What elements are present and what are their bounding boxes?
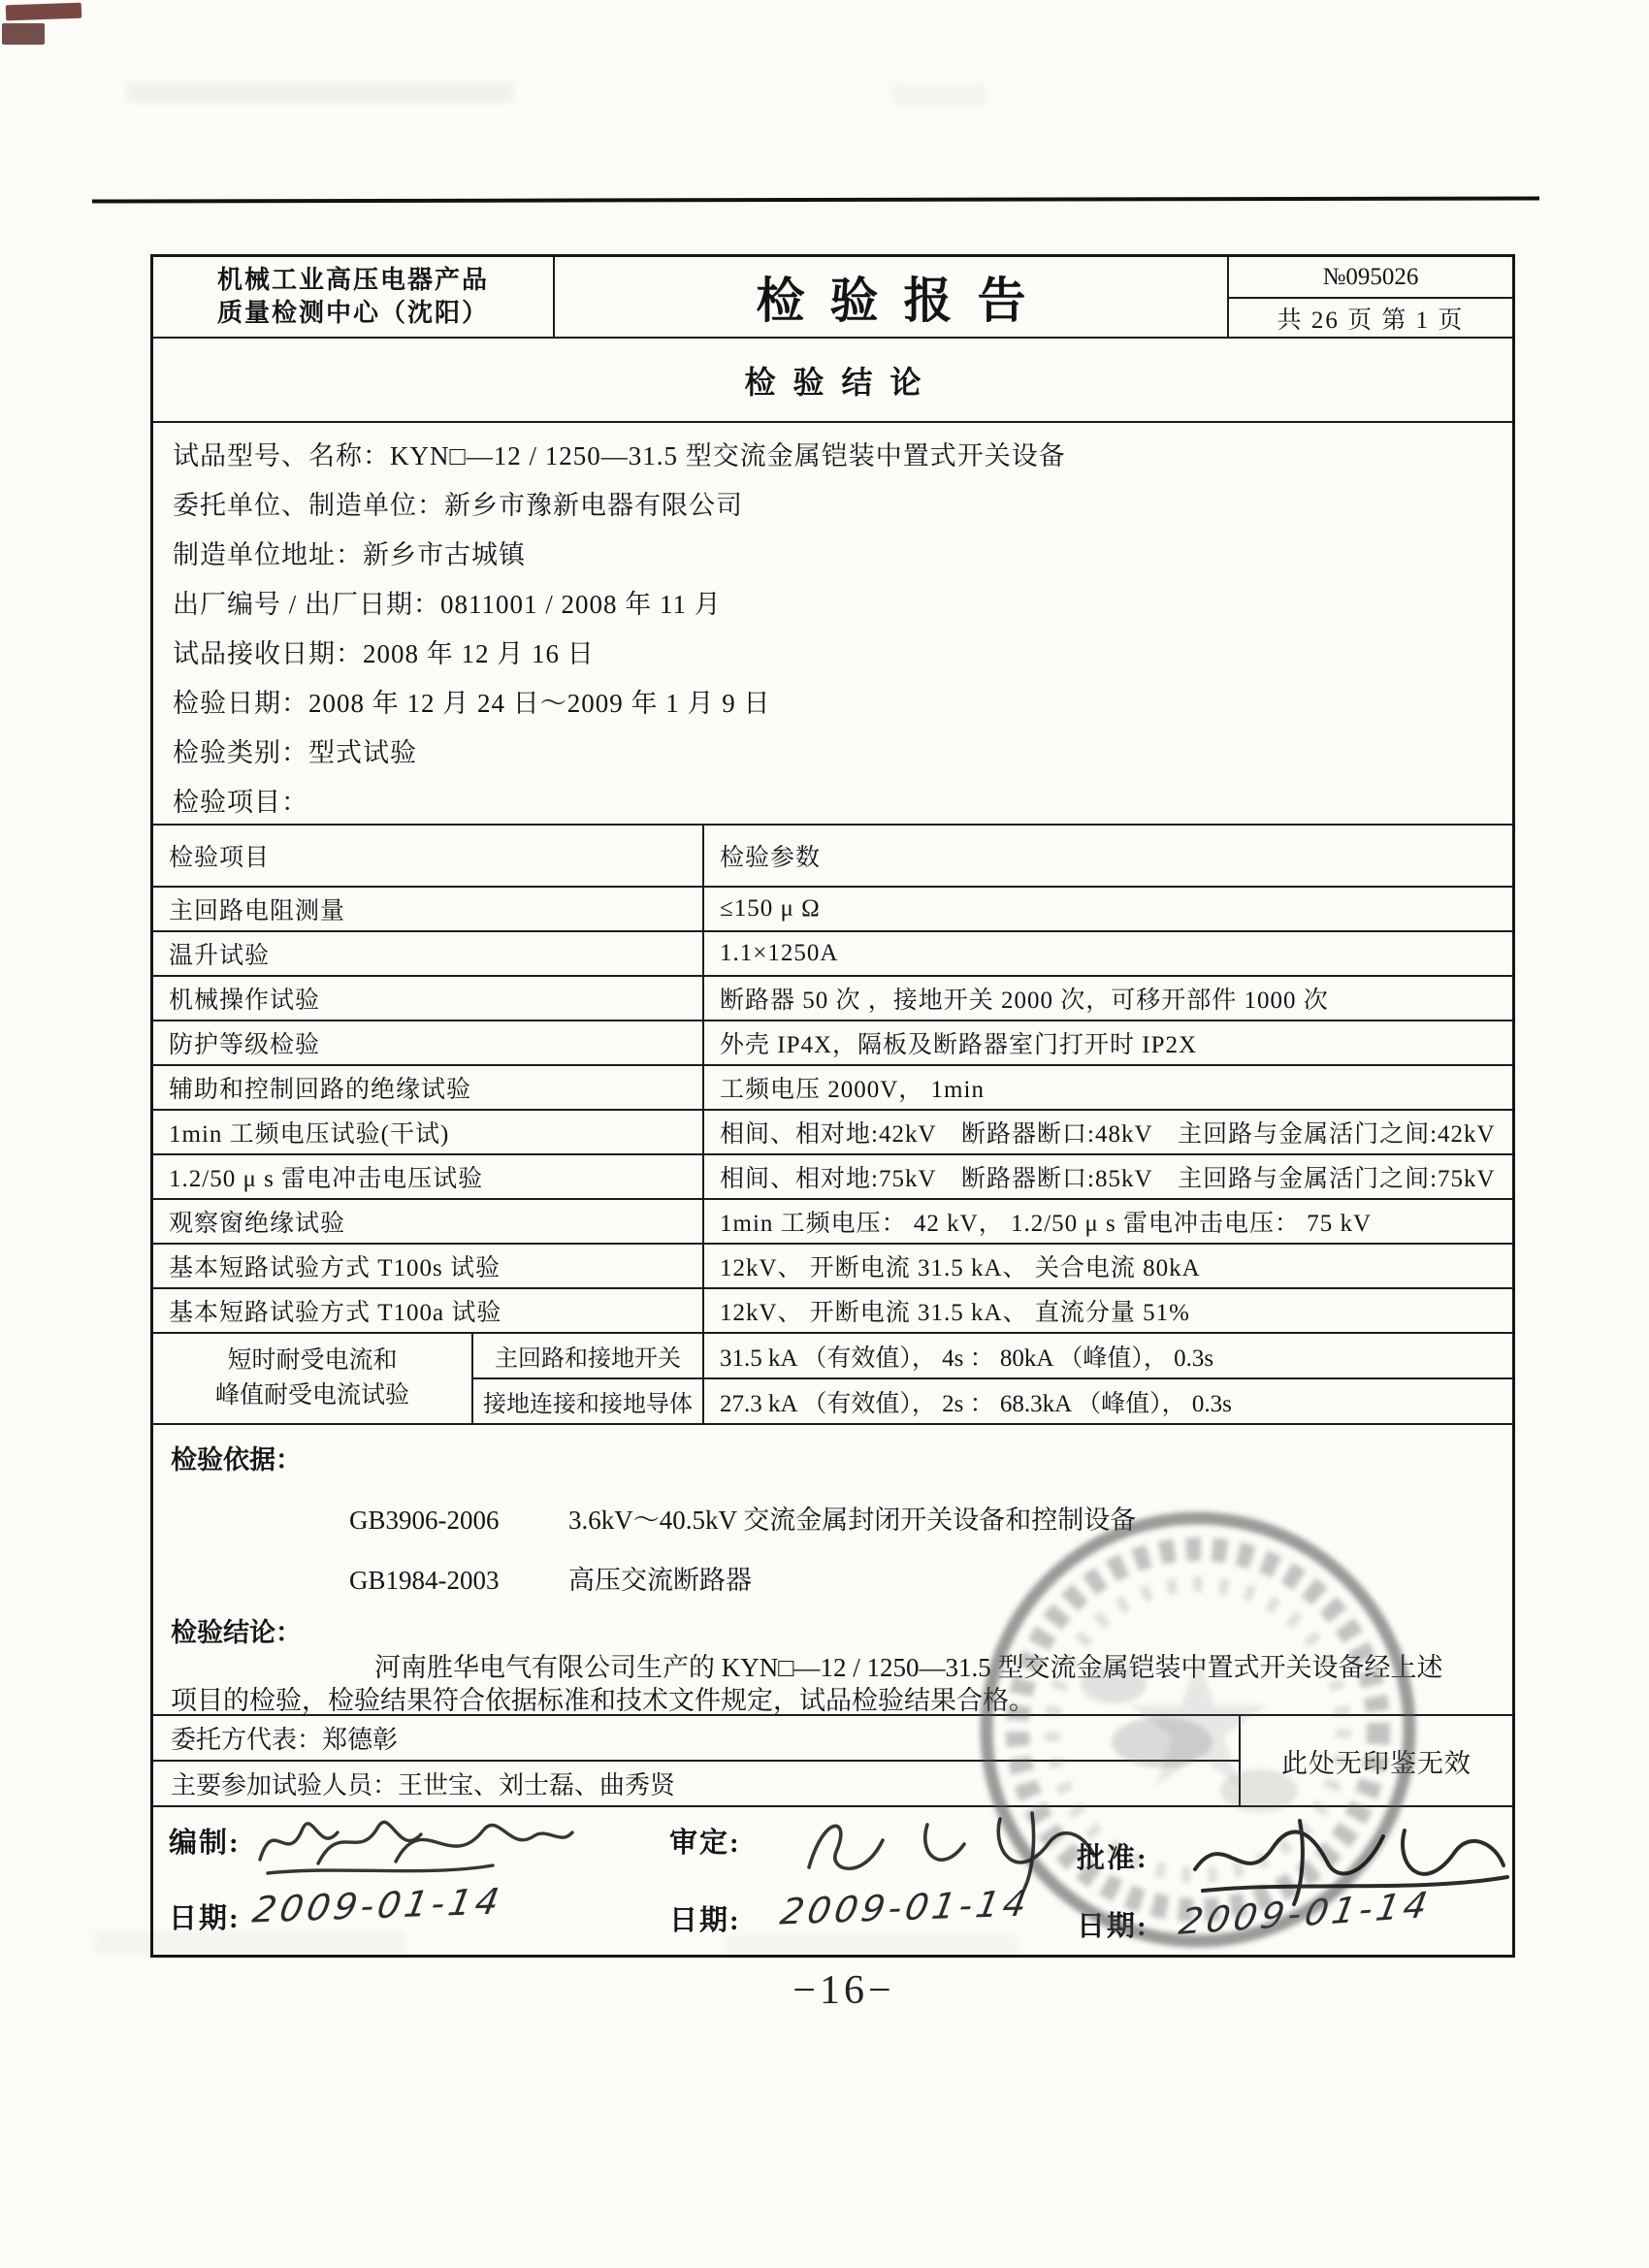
info-value: 2008 年 12 月 16 日 (363, 639, 595, 668)
report-number-block (1227, 257, 1512, 337)
reviewed-date-label: 日期: (669, 1905, 741, 1936)
row-param: 12kV、 开断电流 31.5 kA、 直流分量 51% (720, 1300, 1190, 1326)
test-parameter-table (153, 826, 1512, 1425)
approved-signature (1183, 1809, 1513, 1910)
info-label: 试品接收日期： (173, 639, 363, 668)
approved-date-label: 日期: (1077, 1911, 1148, 1942)
table-row (153, 977, 1512, 1021)
info-line-client (173, 478, 1512, 528)
row-param: 1.1×1250A (720, 940, 839, 966)
row-item: 基本短路试验方式 T100s 试验 (153, 1245, 704, 1287)
info-label: 委托单位、制造单位： (173, 491, 444, 520)
col-header-param: 检验参数 (720, 845, 822, 871)
withstand-label-line1: 短时耐受电流和 (227, 1347, 398, 1374)
table-header-row (153, 826, 1512, 888)
info-label: 出厂编号 / 出厂日期： (173, 590, 441, 619)
standard-name: 3.6kV～40.5kV 交流金属封闭开关设备和控制设备 (568, 1506, 1137, 1535)
withstand-rows (473, 1334, 1512, 1423)
reviewed-date: 2009-01-14 (777, 1882, 1034, 1933)
basis-item (349, 1499, 1136, 1537)
scan-corner-mark (6, 3, 82, 21)
participants-names: 王世宝、刘士磊、曲秀贤 (398, 1771, 676, 1799)
scan-top-line (92, 196, 1539, 203)
client-representative-row (153, 1716, 1239, 1762)
conclusion-label: 检验结论： (171, 1618, 302, 1647)
row-item: 主回路和接地开关 (473, 1334, 704, 1377)
table-row (153, 1066, 1512, 1111)
col-header-item: 检验项目 (153, 826, 704, 886)
signoff-block (153, 1807, 1512, 1955)
parties-left (153, 1716, 1239, 1805)
withstand-label-line2: 峰值耐受电流试验 (214, 1382, 409, 1409)
info-line-test-date (173, 676, 1512, 726)
scan-ghost-text (126, 81, 514, 103)
table-row (153, 1200, 1512, 1245)
prepared-date-label: 日期: (169, 1903, 241, 1934)
row-item: 基本短路试验方式 T100a 试验 (153, 1289, 704, 1332)
info-line-test-items (173, 775, 1512, 825)
row-param: 1min 工频电压： 42 kV， 1.2/50 μ s 雷电冲击电压： 75 kV (720, 1211, 1373, 1237)
row-param: 相间、相对地:42kV 断路器断口:48kV 主回路与金属活门之间:42kV (720, 1121, 1496, 1148)
standard-code: GB1984-2003 (349, 1566, 500, 1595)
row-param: 相间、相对地:75kV 断路器断口:85kV 主回路与金属活门之间:75kV (720, 1166, 1496, 1192)
info-value: 新乡市古城镇 (363, 540, 526, 569)
info-value: 型式试验 (308, 738, 417, 767)
table-row (153, 1155, 1512, 1200)
info-line-received (173, 627, 1512, 676)
withstand-label (153, 1334, 473, 1423)
info-label: 检验项目： (173, 788, 308, 817)
row-item: 温升试验 (153, 932, 704, 975)
info-label: 检验日期： (173, 689, 308, 718)
standard-code: GB3906-2006 (349, 1506, 500, 1535)
client-rep-name: 郑德彰 (322, 1726, 399, 1754)
standard-name: 高压交流断路器 (568, 1566, 752, 1595)
reviewed-signature (782, 1799, 1112, 1896)
report-title: 检验报告 (756, 274, 1051, 328)
reviewed-label: 审定: (669, 1828, 741, 1859)
info-label: 检验类别： (173, 738, 308, 767)
row-param: 31.5 kA （有效值）， 4s ： 80kA （峰值）， 0.3s (720, 1345, 1214, 1372)
parties-block (153, 1716, 1512, 1807)
table-row (473, 1379, 1512, 1423)
row-param: 27.3 kA （有效值）， 2s ： 68.3kA （峰值）， 0.3s (720, 1390, 1232, 1417)
table-row (153, 932, 1512, 977)
info-line-model (173, 429, 1512, 478)
approved-label: 批准: (1077, 1843, 1148, 1874)
row-item: 防护等级检验 (153, 1021, 704, 1064)
info-line-test-type (173, 726, 1512, 775)
basis-conclusion-block (153, 1425, 1512, 1716)
withstand-current-group (153, 1334, 1512, 1425)
info-label: 试品型号、名称： (173, 441, 390, 470)
scan-corner-mark (2, 23, 45, 45)
info-line-address (173, 528, 1512, 577)
info-value: 新乡市豫新电器有限公司 (444, 491, 743, 520)
report-number: №095026 (1229, 257, 1512, 299)
basis-item (349, 1559, 752, 1597)
section-title: 检验结论 (153, 339, 1512, 423)
approved-date: 2009-01-14 (1176, 1884, 1435, 1943)
basis-label: 检验依据： (171, 1445, 302, 1474)
row-item: 接地连接和接地导体 (473, 1379, 704, 1423)
table-row (153, 1111, 1512, 1155)
row-param: 12kV、 开断电流 31.5 kA、 关合电流 80kA (720, 1255, 1201, 1281)
table-row (153, 888, 1512, 932)
page-number: −16− (792, 1968, 895, 2013)
row-param: 工频电压 2000V， 1min (720, 1077, 985, 1103)
scan-ghost-text (892, 85, 986, 105)
row-item: 观察窗绝缘试验 (153, 1200, 704, 1243)
report-header (153, 257, 1512, 339)
prepared-label: 编制: (169, 1828, 241, 1859)
org-name-line1: 机械工业高压电器产品 (216, 266, 489, 294)
row-item: 1.2/50 μ s 雷电冲击电压试验 (153, 1155, 704, 1198)
table-row (153, 1289, 1512, 1334)
org-name-line2: 质量检测中心（沈阳） (216, 299, 489, 327)
prepared-date: 2009-01-14 (249, 1880, 506, 1931)
table-row (153, 1021, 1512, 1066)
info-value: 2008 年 12 月 24 日～2009 年 1 月 9 日 (308, 689, 771, 718)
table-row (473, 1334, 1512, 1379)
row-item: 辅助和控制回路的绝缘试验 (153, 1066, 704, 1109)
row-param: 断路器 50 次 ，接地开关 2000 次，可移开部件 1000 次 (720, 988, 1329, 1014)
client-rep-label: 委托方代表： (171, 1726, 323, 1754)
conclusion-line1: 河南胜华电气有限公司生产的 KYN□—12 / 1250—31.5 型交流金属铠装中置式开关设备经上述 (374, 1653, 1443, 1682)
conclusion-line2: 项目的检验，检验结果符合依据标准和技术文件规定，试品检验结果合格。 (171, 1686, 1035, 1715)
info-line-serial (173, 577, 1512, 627)
row-item: 1min 工频电压试验(干试) (153, 1111, 704, 1153)
row-param: 外壳 IP4X，隔板及断路器室门打开时 IP2X (720, 1032, 1198, 1058)
report-frame (150, 254, 1515, 1958)
row-item: 机械操作试验 (153, 977, 704, 1020)
prepared-signature (250, 1803, 580, 1889)
seal-notice-cell: 此处无印鉴无效 (1239, 1716, 1512, 1805)
info-value: KYN□—12 / 1250—31.5 型交流金属铠装中置式开关设备 (390, 441, 1066, 470)
specimen-info (153, 423, 1512, 826)
table-row (153, 1245, 1512, 1289)
info-value: 0811001 / 2008 年 11 月 (440, 590, 722, 619)
info-label: 制造单位地址： (173, 540, 363, 569)
row-item: 主回路电阻测量 (153, 888, 704, 930)
participants-label: 主要参加试验人员： (171, 1771, 399, 1799)
row-param: ≤150 μ Ω (720, 895, 821, 922)
page-count: 共 26 页 第 1 页 (1277, 307, 1465, 334)
issuing-org (153, 257, 555, 337)
